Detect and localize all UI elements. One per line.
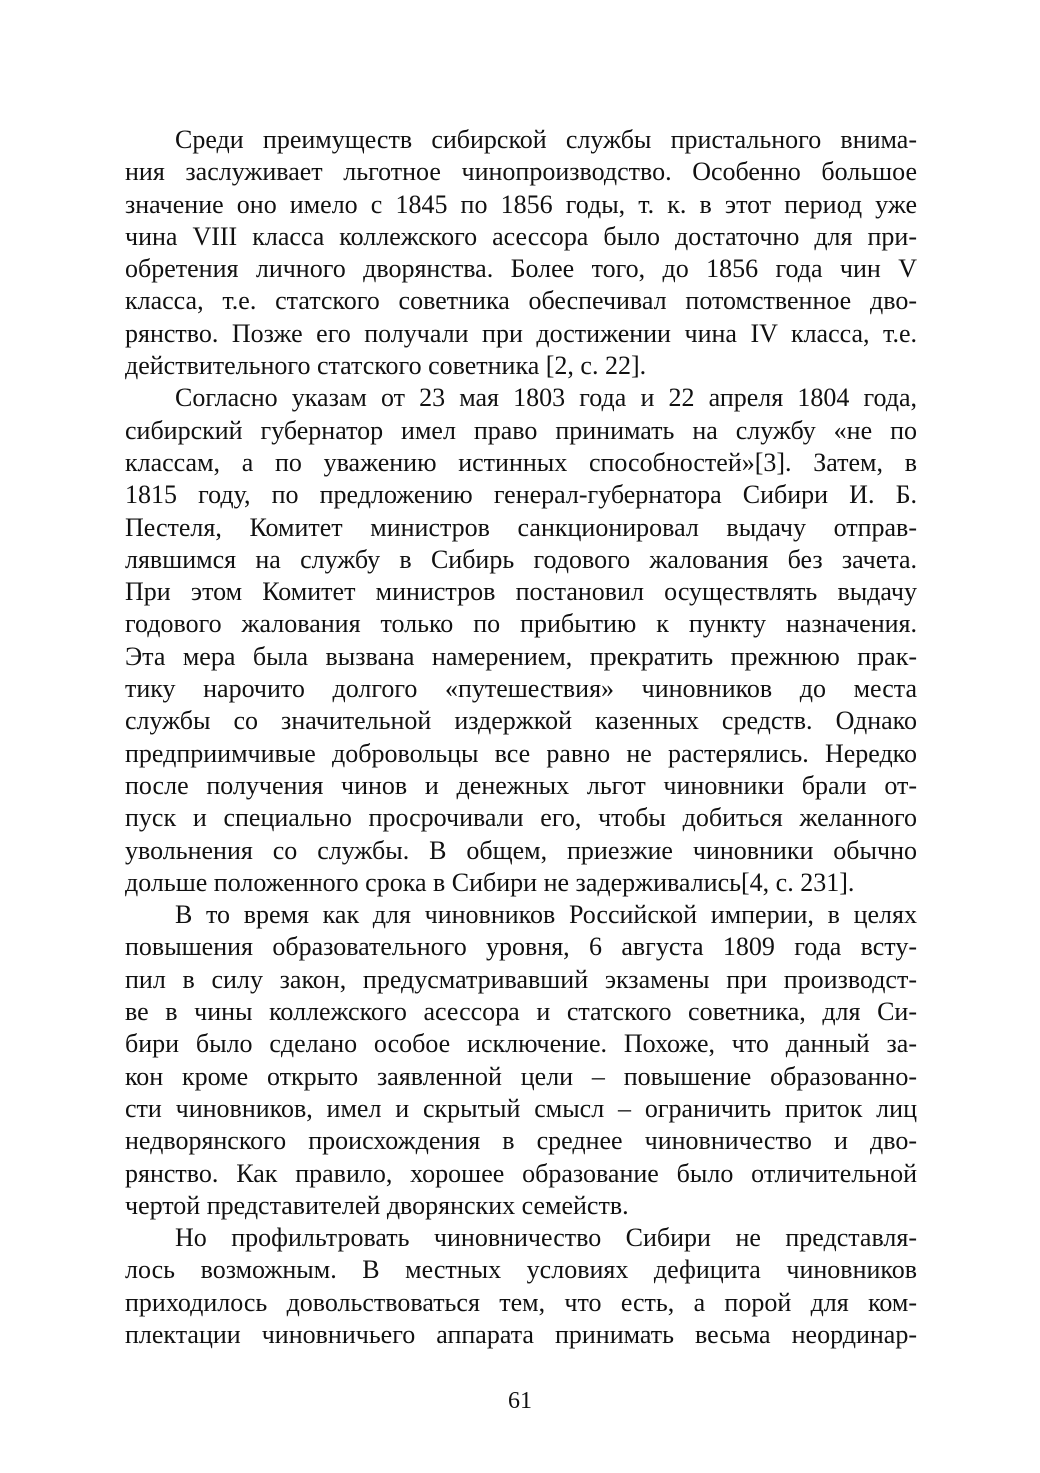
text-line: сти чиновников, имел и скрытый смысл – ограничить приток лиц bbox=[125, 1093, 917, 1123]
text-line: бири было сделано особое исключение. Похоже, что данный за- bbox=[125, 1029, 917, 1059]
text-line: лявшимся на службу в Сибирь годового жалования без зачета. bbox=[125, 544, 917, 574]
text-line: рянство. Позже его получали при достижении чина IV класса, т.е. bbox=[125, 318, 917, 348]
text-line: класса, т.е. статского советника обеспечивал потомственное дво- bbox=[125, 286, 917, 316]
text-line: предприимчивые добровольцы все равно не растерялись. Нередко bbox=[125, 738, 917, 768]
body-text bbox=[125, 124, 917, 1351]
text-line: ния заслуживает льготное чинопроизводство. Особенно большое bbox=[125, 157, 917, 187]
text-line: действительного статского советника [2, с. 22]. bbox=[125, 351, 647, 381]
text-line: В то время как для чиновников Российской империи, в целях bbox=[175, 900, 917, 930]
text-line: недворянского происхождения в среднее чиновничество и дво- bbox=[125, 1126, 917, 1156]
text-line: службы со значительной издержкой казенных средств. Однако bbox=[125, 706, 917, 736]
paragraph bbox=[125, 1222, 917, 1351]
text-line: тику нарочито долгого «путешествия» чиновников до места bbox=[125, 674, 917, 704]
text-line: Эта мера была вызвана намерением, прекратить прежнюю прак- bbox=[125, 641, 917, 671]
text-line: плектации чиновничьего аппарата принимать весьма неординар- bbox=[125, 1319, 917, 1349]
text-line: повышения образовательного уровня, 6 августа 1809 года всту- bbox=[125, 932, 917, 962]
text-line: кон кроме открыто заявленной цели – повышение образованно- bbox=[125, 1061, 917, 1091]
text-line: чина VIII класса коллежского асессора было достаточно для при- bbox=[125, 221, 917, 251]
text-line: пуск и специально просрочивали его, чтобы добиться желанного bbox=[125, 803, 917, 833]
text-line: чертой представителей дворянских семейств. bbox=[125, 1190, 629, 1220]
text-line: 1815 году, по предложению генерал-губернатора Сибири И. Б. bbox=[125, 480, 917, 510]
text-line: Согласно указам от 23 мая 1803 года и 22 апреля 1804 года, bbox=[175, 383, 917, 413]
text-line: дольше положенного срока в Сибири не задерживались[4, с. 231]. bbox=[125, 867, 855, 897]
paragraph bbox=[125, 124, 917, 382]
text-line: При этом Комитет министров постановил осуществлять выдачу bbox=[125, 577, 917, 607]
text-line: значение оно имело с 1845 по 1856 годы, т. к. в этот период уже bbox=[125, 189, 917, 219]
text-line: увольнения со службы. В общем, приезжие чиновники обычно bbox=[125, 835, 917, 865]
text-line: лось возможным. В местных условиях дефицита чиновников bbox=[125, 1255, 917, 1285]
text-line: после получения чинов и денежных льгот чиновники брали от- bbox=[125, 770, 917, 800]
text-line: сибирский губернатор имел право принимать на службу «не по bbox=[125, 415, 917, 445]
text-line: классам, а по уважению истинных способностей»[3]. Затем, в bbox=[125, 447, 917, 477]
text-line: Пестеля, Комитет министров санкционировал выдачу отправ- bbox=[125, 512, 917, 542]
text-line: Среди преимуществ сибирской службы пристального внима- bbox=[175, 125, 917, 154]
text-line: пил в силу закон, предусматривавший экзамены при производст- bbox=[125, 964, 917, 994]
text-line: обретения личного дворянства. Более того, до 1856 года чин V bbox=[125, 254, 917, 284]
paragraph bbox=[125, 899, 917, 1222]
text-line: Но профильтровать чиновничество Сибири не представля- bbox=[175, 1223, 917, 1253]
page-number: 61 bbox=[508, 1388, 532, 1414]
text-line: приходилось довольствоваться тем, что есть, а порой для ком- bbox=[125, 1287, 917, 1317]
paragraph bbox=[125, 382, 917, 899]
text-line: годового жалования только по прибытию к пункту назначения. bbox=[125, 609, 917, 639]
text-line: рянство. Как правило, хорошее образование было отличительной bbox=[125, 1158, 917, 1188]
text-line: ве в чины коллежского асессора и статского советника, для Си- bbox=[125, 997, 917, 1027]
